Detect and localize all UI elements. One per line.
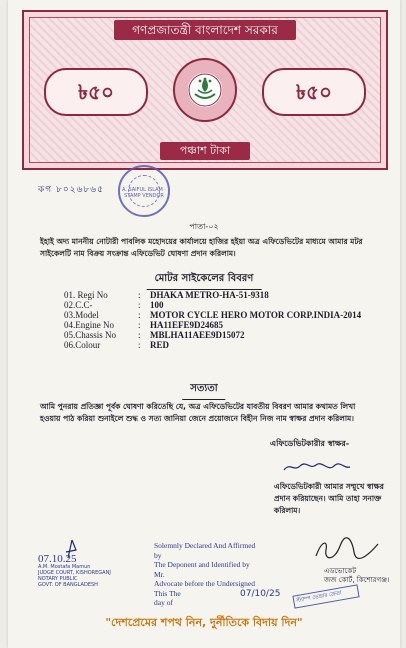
notary-name: A.M. Mostafa Mamun xyxy=(38,564,91,570)
vehicle-details-title: মোটর সাইকেলের বিবরণ xyxy=(147,270,262,290)
intro-paragraph: ইহাই অদ্য মাননীয় নোটারী পাবলিক মহোদয়ের কার্যালয়ে হাজির হইয়া অত্র এফিডেভিটের মাধ্যমে আমার মটর সাইকেলটি নাম বিক্রয় সংক্রান্ত এফিডেভিট ঘোষণা প্রদান করিলাম। xyxy=(40,237,363,258)
verification-title: সত্যতা xyxy=(182,380,225,400)
affirm-line: The Deponent and Identified by xyxy=(154,560,250,569)
denomination-right: ৳৫০ xyxy=(262,68,366,116)
affirm-line: Solemnly Declared And Affirmed xyxy=(154,541,256,550)
stamp-value-label: পঞ্চাশ টাকা xyxy=(160,142,250,160)
denomination-left: ৳৫০ xyxy=(44,68,148,116)
affirmation-date: 07/10/25 xyxy=(240,589,281,599)
affirm-line: day of xyxy=(154,598,173,607)
revenue-stamp-banner xyxy=(22,10,388,170)
deponent-signature xyxy=(282,460,352,474)
spec-label: 02.C.C- xyxy=(64,300,93,310)
oath-paragraph: আমি পুনরায় প্রতিজ্ঞা পূর্বক ঘোষণা করিতেছি যে, অত্র এফিডেভিটের যাবতীয় বিবরণ আমার কথামত লিখা হওয়ায় পাঠ করিয়া শুনাইলে শুদ্ধ ও সত্য জানিয়া জেনে প্রয়োজনে বিহীন নিজ নাম স্বাক্ষর প্রদান করিলাম। xyxy=(40,402,356,423)
advocate-title: এডভোকেট xyxy=(324,567,357,575)
spec-colon: : xyxy=(138,320,141,330)
spec-row xyxy=(64,340,384,350)
advocate-block xyxy=(324,567,402,585)
notary-signature xyxy=(62,538,82,560)
seal-text: A. SAIFUL ISLAM · STAMP VENDOR xyxy=(121,187,167,199)
anti-corruption-slogan: "দেশপ্রেমের শপথ নিন, দুর্নীতিকে বিদায় দিন" xyxy=(105,616,303,629)
spec-colon: : xyxy=(138,300,141,310)
vehicle-spec-list xyxy=(64,290,384,350)
stamp-vendor-seal xyxy=(118,165,170,217)
spec-label: 06.Colour xyxy=(64,340,101,350)
page-number: পাতা-০২ xyxy=(189,222,219,231)
spec-value: 100 xyxy=(150,300,164,310)
spec-row xyxy=(64,300,384,310)
spec-label: 05.Chassis No xyxy=(64,330,117,340)
spec-row xyxy=(64,320,384,330)
deponent-signature-label: এফিডেভিটকারীর স্বাক্ষর- xyxy=(270,439,350,448)
spec-colon: : xyxy=(138,340,141,350)
spec-colon: : xyxy=(138,310,141,320)
spec-row xyxy=(64,330,384,340)
affirm-line: This The xyxy=(154,588,181,598)
notary-court: JUDGE COURT, KISHOREGANJ xyxy=(38,570,111,576)
stamp-serial-number: কগ ৮০২৬৮৬৫ xyxy=(38,185,104,195)
document-page xyxy=(8,0,400,648)
notary-title: NOTARY PUBLIC xyxy=(38,576,78,582)
notary-date: 07.10.25 xyxy=(38,553,77,565)
spec-value: HA11EFE9D24685 xyxy=(150,320,224,330)
spec-label: 03.Model xyxy=(64,310,99,320)
spec-row xyxy=(64,290,384,300)
advocate-court: জজ কোর্ট, কিশোরগঞ্জ। xyxy=(324,576,390,584)
spec-row xyxy=(64,310,384,320)
stamp-header: গণপ্রজাতন্ত্রী বাংলাদেশ সরকার xyxy=(114,20,296,40)
spec-colon: : xyxy=(138,290,141,300)
vendor-stamp: স্ট্যাম্প ভেন্ডার ক্রেতা xyxy=(292,584,359,608)
spec-value: MBLHA11AEE9D15072 xyxy=(150,330,245,340)
identification-note: এফিডেভিটকারী আমার সম্মুখে স্বাক্ষর প্রদান করিয়াছেন। আমি তাহা সনাক্ত করিলাম। xyxy=(274,482,384,515)
affirm-line: Advocate before the Undersigned xyxy=(154,579,256,588)
spec-value: MOTOR CYCLE HERO MOTOR CORP.INDIA-2014 xyxy=(150,310,362,320)
national-emblem-icon xyxy=(173,58,237,122)
spec-label: 01. Regi No xyxy=(64,290,108,300)
spec-value: RED xyxy=(150,340,170,350)
affirm-line: Mr. xyxy=(154,569,165,579)
spec-label: 04.Engine No xyxy=(64,320,114,330)
spec-value: DHAKA METRO-HA-51-9318 xyxy=(150,290,269,300)
spec-colon: : xyxy=(138,330,141,340)
notary-stamp-left xyxy=(38,553,116,588)
affirm-line: by xyxy=(154,550,162,560)
notary-gov: GOVT. OF BANGLADESH xyxy=(38,582,98,588)
advocate-signature xyxy=(312,536,382,566)
